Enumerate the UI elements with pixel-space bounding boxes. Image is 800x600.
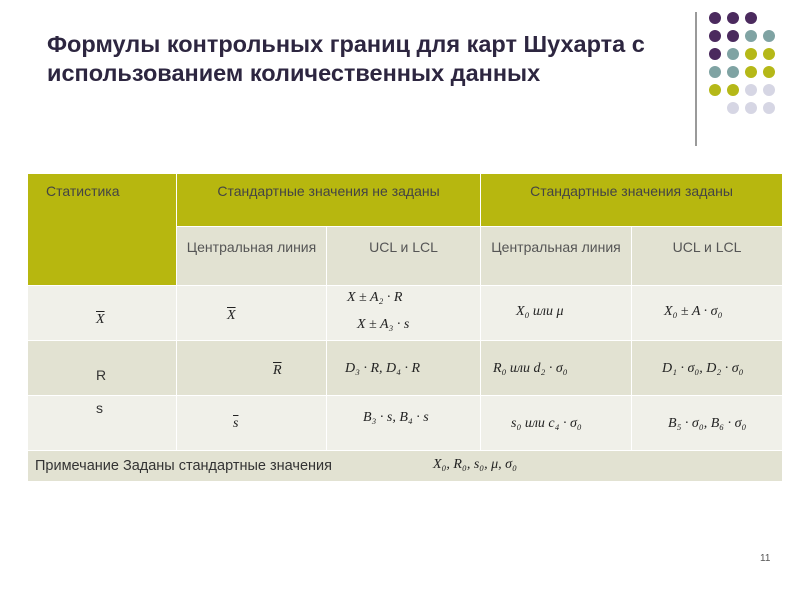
table-note — [28, 451, 783, 482]
control-limits-table — [27, 173, 783, 482]
decorative-dot — [763, 66, 775, 78]
subheader-ucl-lcl-not-given: UCL и LCL — [327, 227, 481, 286]
subheader-central-line-given: Центральная линия — [481, 227, 632, 286]
decorative-dot — [763, 30, 775, 42]
decorative-dot — [745, 102, 757, 114]
decorative-dot — [709, 102, 721, 114]
decorative-dot — [763, 12, 775, 24]
table-row — [28, 286, 783, 341]
table-row — [28, 396, 783, 451]
row-s-central-given: s₀ или c₄ · σ₀ — [481, 396, 632, 451]
page-number: 11 — [760, 553, 771, 564]
decorative-dot — [745, 48, 757, 60]
decorative-dot — [745, 30, 757, 42]
subheader-ucl-lcl-given: UCL и LCL — [632, 227, 783, 286]
decorative-dot — [745, 66, 757, 78]
note-label: Примечание Заданы стандартные значения — [35, 458, 332, 474]
row-r-limits-given: D₁ · σ₀, D₂ · σ₀ — [632, 341, 783, 396]
decorative-dot — [727, 102, 739, 114]
table-row — [28, 341, 783, 396]
row-r-central-given: R₀ или d₂ · σ₀ — [481, 341, 632, 396]
row-r-statistic: R — [28, 341, 177, 396]
decorative-dot — [727, 30, 739, 42]
decorative-dot — [745, 12, 757, 24]
note-formula: X₀, R₀, s₀, μ, σ₀ — [433, 457, 517, 472]
header-given: Стандартные значения заданы — [481, 174, 783, 227]
table-note-row — [28, 451, 783, 482]
decorative-dot — [763, 84, 775, 96]
decorative-divider — [695, 12, 697, 146]
decorative-dot — [709, 84, 721, 96]
decorative-dot — [709, 48, 721, 60]
decorative-dot — [763, 102, 775, 114]
row-s-central-not-given: $\overline{s}$ — [177, 396, 327, 451]
subheader-central-line-not-given: Центральная линия — [177, 227, 327, 286]
row-s-limits-not-given: B₃ · s, B₄ · s — [327, 396, 481, 451]
row-x-central-given: X₀ или μ — [481, 286, 632, 341]
header-not-given: Стандартные значения не заданы — [177, 174, 481, 227]
header-statistic: Статистика — [28, 174, 177, 286]
decorative-dot — [709, 12, 721, 24]
row-r-limits-not-given: D₃ · R, D₄ · R — [327, 341, 481, 396]
decorative-dot — [727, 66, 739, 78]
decorative-dot — [709, 66, 721, 78]
table-header-row — [28, 174, 783, 227]
row-r-central-not-given: $\overline{R}$ — [177, 341, 327, 396]
decorative-dot-grid — [709, 12, 775, 114]
row-s-limits-given: B₅ · σ₀, B₆ · σ₀ — [632, 396, 783, 451]
row-x-central-not-given: $\overline{X}$ — [177, 286, 327, 341]
row-s-statistic: s — [28, 396, 177, 451]
slide-title: Формулы контрольных границ для карт Шухарта с использованием количественных данных — [47, 31, 645, 86]
decorative-dot — [727, 84, 739, 96]
decorative-dot — [709, 30, 721, 42]
row-x-statistic: $\overline{X}$ — [28, 286, 177, 341]
decorative-dot — [763, 48, 775, 60]
row-x-limits-given: X₀ ± A · σ₀ — [632, 286, 783, 341]
decorative-dot — [727, 48, 739, 60]
row-x-limits-not-given: X ± A₂ · R X ± A₃ · s — [327, 286, 481, 341]
decorative-dot — [727, 12, 739, 24]
decorative-dot — [745, 84, 757, 96]
